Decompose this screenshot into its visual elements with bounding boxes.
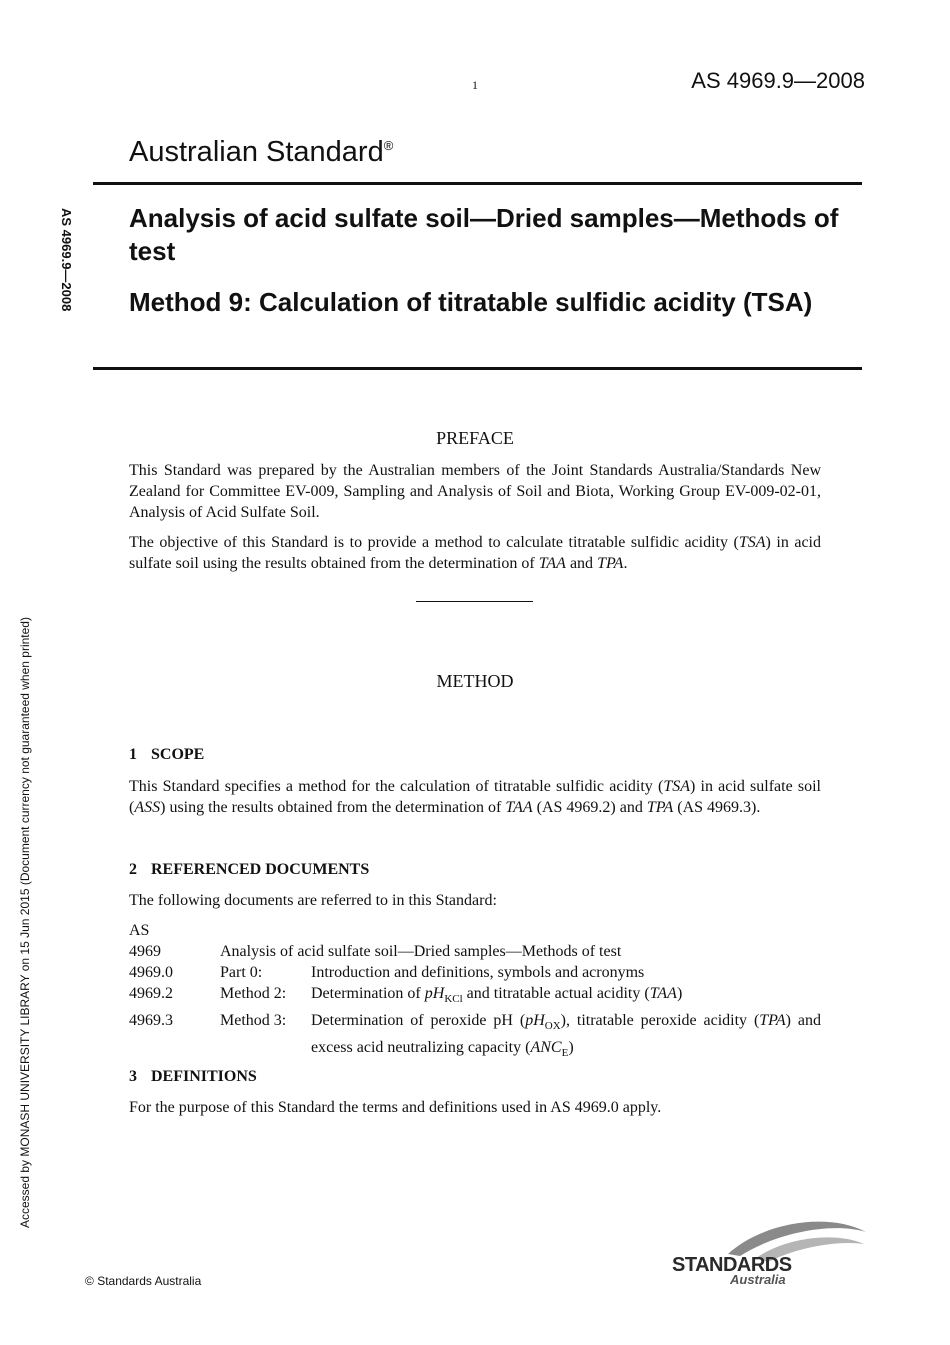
term-tsa: TSA [663, 778, 690, 795]
text-run: ), titratable peroxide acidity ( [560, 1012, 760, 1030]
reference-row [129, 941, 821, 962]
standard-label [129, 136, 393, 169]
text-run: The objective of this Standard is to provide a method to calculate titratable sulfidic acidity ( [129, 534, 739, 551]
section-number: 1 [129, 746, 137, 763]
method-heading: METHOD [436, 671, 514, 691]
section-separator [416, 601, 533, 602]
reference-row [129, 1010, 821, 1064]
logo-text: STANDARDS [672, 1254, 792, 1276]
reference-code: 4969.0 [129, 964, 173, 981]
reference-group-row [129, 920, 821, 941]
reference-group: AS [129, 922, 150, 939]
reference-code: 4969 [129, 943, 161, 960]
text-run: ) in acid sulfate soil ( [129, 778, 821, 816]
text-run: (AS 4969.2) and [532, 799, 647, 816]
reference-title: Introduction and definitions, symbols and acronyms [311, 964, 645, 981]
definitions-paragraph: For the purpose of this Standard the terms and definitions used in AS 4969.0 apply. [129, 1099, 662, 1116]
standards-australia-logo [668, 1214, 868, 1294]
term-taa: TAA [649, 985, 677, 1002]
section-title: REFERENCED DOCUMENTS [151, 861, 370, 878]
side-document-id: AS 4969.9—2008 [59, 208, 74, 312]
term-tpa: TPA [759, 1012, 786, 1030]
text-run: ) [676, 985, 683, 1002]
text-run: Determination of peroxide pH ( [311, 1012, 526, 1030]
reference-row [129, 962, 821, 983]
section-heading-definitions [129, 1068, 257, 1086]
text-run: and titratable actual acidity ( [462, 985, 650, 1002]
standard-label-text: Australian Standard [129, 136, 384, 168]
text-run: Determination of [311, 985, 425, 1002]
page-number: 1 [472, 78, 478, 92]
subscript: E [561, 1047, 569, 1060]
reference-part: Method 2: [220, 985, 287, 1002]
reference-title [311, 983, 821, 1010]
document-id: AS 4969.9—2008 [691, 68, 865, 93]
section-number: 3 [129, 1068, 137, 1085]
reference-code: 4969.3 [129, 1012, 173, 1030]
copyright-holder: Standards Australia [97, 1274, 202, 1288]
preface-paragraph-1: This Standard was prepared by the Australian members of the Joint Standards Australia/Standards New Zealand for Committee EV-009, Sampling and Analysis of Soil and Biota, Working Group EV-009-02-01, Analysis of Acid Sulfate Soil. [129, 462, 821, 521]
term-anc: ANC [530, 1039, 562, 1057]
term-ass: ASS [134, 799, 161, 816]
section-heading-scope [129, 746, 204, 764]
term-tsa: TSA [738, 534, 766, 551]
text-run: This Standard specifies a method for the calculation of titratable sulfidic acidity ( [129, 778, 664, 795]
reference-part: Part 0: [220, 964, 263, 981]
term-ph: pH [525, 1012, 545, 1030]
section-title: SCOPE [151, 746, 205, 763]
registered-mark: ® [383, 138, 394, 153]
reference-code: 4969.2 [129, 985, 173, 1002]
section-number: 2 [129, 861, 137, 878]
section-heading-referenced-documents [129, 861, 369, 879]
references-table [129, 920, 821, 1065]
logo-subtext: Australia [730, 1272, 786, 1287]
copyright-symbol: © [85, 1274, 94, 1288]
section-title: DEFINITIONS [151, 1068, 257, 1085]
document-title: Analysis of acid sulfate soil—Dried samples—Methods of test [129, 203, 839, 266]
term-taa: TAA [505, 799, 533, 816]
text-run: ) and excess acid neutralizing capacity ( [311, 1012, 821, 1057]
term-tpa: TPA [597, 555, 624, 572]
top-rule [93, 182, 862, 185]
reference-title [311, 1010, 821, 1064]
text-run: (AS 4969.3). [673, 799, 761, 816]
term-tpa: TPA [646, 799, 674, 816]
method-title: Method 9: Calculation of titratable sulfidic acidity (TSA) [129, 287, 813, 317]
reference-title: Analysis of acid sulfate soil—Dried samples—Methods of test [220, 943, 622, 960]
text-run: ) [568, 1039, 574, 1057]
text-run: ) in acid sulfate soil using the results obtained from the determination of [129, 534, 821, 572]
preface-paragraph-2 [129, 532, 821, 574]
text-run: . [623, 555, 628, 572]
subscript: KCl [444, 993, 463, 1006]
preface-heading: PREFACE [436, 428, 514, 448]
reference-part: Method 3: [220, 1012, 287, 1030]
subscript: OX [544, 1020, 561, 1033]
term-ph: pH [424, 985, 445, 1002]
scope-paragraph [129, 776, 821, 818]
references-intro: The following documents are referred to in this Standard: [129, 892, 497, 909]
text-run: and [565, 555, 598, 572]
text-run: ) using the results obtained from the determination of [160, 799, 506, 816]
access-note: Accessed by MONASH UNIVERSITY LIBRARY on 15 Jun 2015 (Document currency not guaranteed when printed) [18, 617, 32, 1229]
copyright-notice [85, 1274, 201, 1288]
term-taa: TAA [538, 555, 566, 572]
reference-row [129, 983, 821, 1010]
bottom-rule [93, 367, 862, 370]
